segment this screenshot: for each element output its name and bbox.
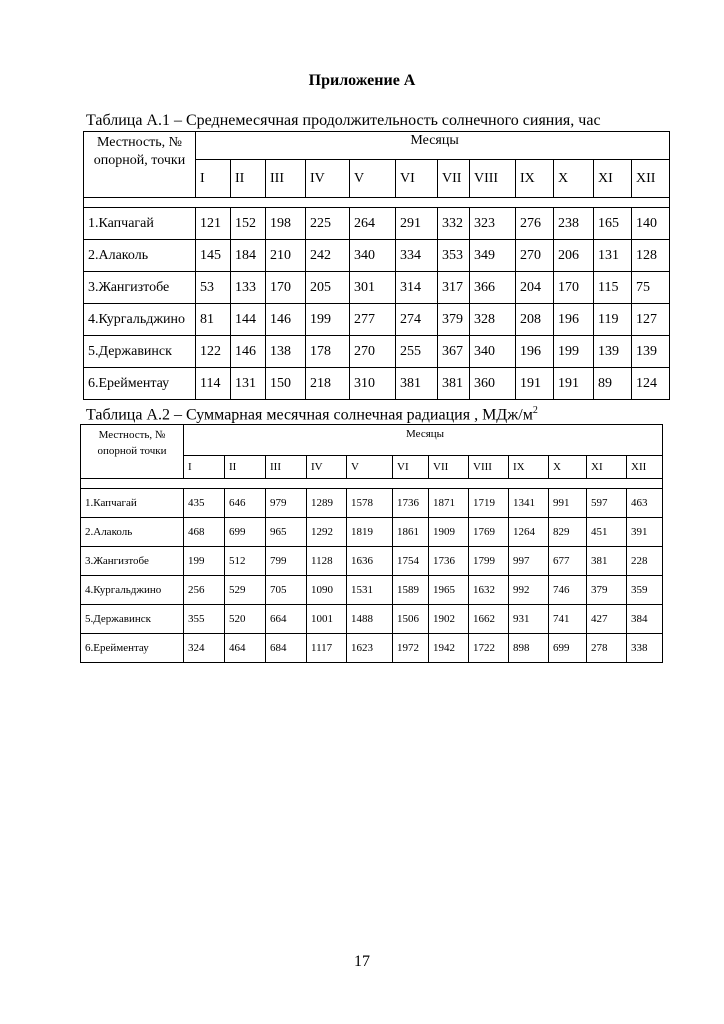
value-cell: 131 bbox=[594, 240, 632, 272]
table1-month-header-12: XII bbox=[632, 160, 670, 198]
value-cell: 1754 bbox=[393, 547, 429, 576]
value-cell: 746 bbox=[549, 576, 587, 605]
value-cell: 529 bbox=[225, 576, 266, 605]
value-cell: 81 bbox=[196, 304, 231, 336]
value-cell: 122 bbox=[196, 336, 231, 368]
table1-month-header-9: IX bbox=[516, 160, 554, 198]
table-row bbox=[84, 304, 670, 336]
value-cell: 145 bbox=[196, 240, 231, 272]
value-cell: 1589 bbox=[393, 576, 429, 605]
place-name-cell: 2.Алаколь bbox=[84, 240, 196, 272]
value-cell: 1488 bbox=[347, 605, 393, 634]
value-cell: 332 bbox=[438, 208, 470, 240]
value-cell: 324 bbox=[184, 634, 225, 663]
value-cell: 228 bbox=[627, 547, 663, 576]
value-cell: 1909 bbox=[429, 518, 469, 547]
value-cell: 1264 bbox=[509, 518, 549, 547]
value-cell: 53 bbox=[196, 272, 231, 304]
value-cell: 1128 bbox=[307, 547, 347, 576]
table2-month-header-4: IV bbox=[307, 456, 347, 479]
table1-caption-text: Таблица А.1 – Среднемесячная продолжительность солнечного сияния, час bbox=[86, 112, 601, 129]
table1-month-header-7: VII bbox=[438, 160, 470, 198]
value-cell: 1292 bbox=[307, 518, 347, 547]
value-cell: 191 bbox=[516, 368, 554, 400]
value-cell: 1861 bbox=[393, 518, 429, 547]
value-cell: 992 bbox=[509, 576, 549, 605]
table1-month-header-1: I bbox=[196, 160, 231, 198]
table2-month-header-10: X bbox=[549, 456, 587, 479]
table2-month-header-6: VI bbox=[393, 456, 429, 479]
value-cell: 323 bbox=[470, 208, 516, 240]
value-cell: 146 bbox=[231, 336, 266, 368]
table2-month-header-5: V bbox=[347, 456, 393, 479]
value-cell: 427 bbox=[587, 605, 627, 634]
value-cell: 89 bbox=[594, 368, 632, 400]
value-cell: 314 bbox=[396, 272, 438, 304]
value-cell: 198 bbox=[266, 208, 306, 240]
value-cell: 338 bbox=[627, 634, 663, 663]
value-cell: 829 bbox=[549, 518, 587, 547]
value-cell: 699 bbox=[225, 518, 266, 547]
table1-place-header: Местность, № опорной, точки bbox=[84, 132, 196, 198]
value-cell: 114 bbox=[196, 368, 231, 400]
value-cell: 170 bbox=[266, 272, 306, 304]
value-cell: 684 bbox=[266, 634, 307, 663]
value-cell: 349 bbox=[470, 240, 516, 272]
value-cell: 741 bbox=[549, 605, 587, 634]
value-cell: 274 bbox=[396, 304, 438, 336]
value-cell: 277 bbox=[350, 304, 396, 336]
value-cell: 128 bbox=[632, 240, 670, 272]
table1-month-header-5: V bbox=[350, 160, 396, 198]
value-cell: 328 bbox=[470, 304, 516, 336]
value-cell: 210 bbox=[266, 240, 306, 272]
table1-month-header-10: X bbox=[554, 160, 594, 198]
value-cell: 1090 bbox=[307, 576, 347, 605]
place-name-cell: 6.Ерейментау bbox=[84, 368, 196, 400]
place-name-cell: 5.Державинск bbox=[84, 336, 196, 368]
table1-spacer-row bbox=[84, 198, 670, 208]
table1-month-header-6: VI bbox=[396, 160, 438, 198]
value-cell: 115 bbox=[594, 272, 632, 304]
value-cell: 238 bbox=[554, 208, 594, 240]
value-cell: 1719 bbox=[469, 489, 509, 518]
value-cell: 196 bbox=[516, 336, 554, 368]
value-cell: 127 bbox=[632, 304, 670, 336]
value-cell: 384 bbox=[627, 605, 663, 634]
value-cell: 463 bbox=[627, 489, 663, 518]
value-cell: 1965 bbox=[429, 576, 469, 605]
appendix-heading: Приложение А bbox=[308, 72, 416, 89]
value-cell: 1799 bbox=[469, 547, 509, 576]
value-cell: 381 bbox=[396, 368, 438, 400]
value-cell: 1578 bbox=[347, 489, 393, 518]
value-cell: 276 bbox=[516, 208, 554, 240]
value-cell: 391 bbox=[627, 518, 663, 547]
value-cell: 121 bbox=[196, 208, 231, 240]
value-cell: 150 bbox=[266, 368, 306, 400]
table2-month-header-12: XII bbox=[627, 456, 663, 479]
value-cell: 1871 bbox=[429, 489, 469, 518]
value-cell: 381 bbox=[587, 547, 627, 576]
value-cell: 931 bbox=[509, 605, 549, 634]
value-cell: 979 bbox=[266, 489, 307, 518]
value-cell: 255 bbox=[396, 336, 438, 368]
value-cell: 264 bbox=[350, 208, 396, 240]
place-name-cell: 2.Алаколь bbox=[81, 518, 184, 547]
value-cell: 379 bbox=[587, 576, 627, 605]
value-cell: 1662 bbox=[469, 605, 509, 634]
value-cell: 468 bbox=[184, 518, 225, 547]
place-name-cell: 3.Жангизтобе bbox=[84, 272, 196, 304]
value-cell: 677 bbox=[549, 547, 587, 576]
table1-month-header-8: VIII bbox=[470, 160, 516, 198]
value-cell: 340 bbox=[350, 240, 396, 272]
value-cell: 597 bbox=[587, 489, 627, 518]
place-name-cell: 1.Капчагай bbox=[81, 489, 184, 518]
value-cell: 1902 bbox=[429, 605, 469, 634]
table2-caption-superscript: 2 bbox=[532, 405, 538, 416]
sunshine-duration-table bbox=[83, 131, 670, 400]
value-cell: 140 bbox=[632, 208, 670, 240]
table-row bbox=[81, 518, 663, 547]
table2-month-header-7: VII bbox=[429, 456, 469, 479]
table2-month-header-1: I bbox=[184, 456, 225, 479]
value-cell: 310 bbox=[350, 368, 396, 400]
value-cell: 646 bbox=[225, 489, 266, 518]
value-cell: 1531 bbox=[347, 576, 393, 605]
value-cell: 799 bbox=[266, 547, 307, 576]
value-cell: 206 bbox=[554, 240, 594, 272]
place-name-cell: 4.Кургальджино bbox=[81, 576, 184, 605]
table-row bbox=[81, 576, 663, 605]
value-cell: 138 bbox=[266, 336, 306, 368]
value-cell: 152 bbox=[231, 208, 266, 240]
value-cell: 242 bbox=[306, 240, 350, 272]
value-cell: 367 bbox=[438, 336, 470, 368]
table2-month-header-3: III bbox=[266, 456, 307, 479]
value-cell: 199 bbox=[184, 547, 225, 576]
value-cell: 435 bbox=[184, 489, 225, 518]
table2-month-header-2: II bbox=[225, 456, 266, 479]
value-cell: 184 bbox=[231, 240, 266, 272]
table-row bbox=[81, 634, 663, 663]
value-cell: 705 bbox=[266, 576, 307, 605]
place-name-cell: 3.Жангизтобе bbox=[81, 547, 184, 576]
value-cell: 381 bbox=[438, 368, 470, 400]
value-cell: 75 bbox=[632, 272, 670, 304]
value-cell: 464 bbox=[225, 634, 266, 663]
table2-place-header: Местность, № опорной точки bbox=[81, 425, 184, 479]
value-cell: 520 bbox=[225, 605, 266, 634]
page-number: 17 bbox=[354, 953, 370, 970]
table2-caption-text: Таблица А.2 – Суммарная месячная солнечная радиация , МДж/м bbox=[86, 406, 533, 424]
value-cell: 451 bbox=[587, 518, 627, 547]
value-cell: 991 bbox=[549, 489, 587, 518]
place-name-cell: 1.Капчагай bbox=[84, 208, 196, 240]
value-cell: 664 bbox=[266, 605, 307, 634]
table-row bbox=[84, 368, 670, 400]
value-cell: 965 bbox=[266, 518, 307, 547]
table1-month-header-11: XI bbox=[594, 160, 632, 198]
table-row bbox=[81, 489, 663, 518]
value-cell: 512 bbox=[225, 547, 266, 576]
value-cell: 146 bbox=[266, 304, 306, 336]
value-cell: 133 bbox=[231, 272, 266, 304]
value-cell: 360 bbox=[470, 368, 516, 400]
value-cell: 1001 bbox=[307, 605, 347, 634]
table2-month-header-9: IX bbox=[509, 456, 549, 479]
value-cell: 340 bbox=[470, 336, 516, 368]
value-cell: 359 bbox=[627, 576, 663, 605]
value-cell: 124 bbox=[632, 368, 670, 400]
value-cell: 1623 bbox=[347, 634, 393, 663]
table2-months-header: Месяцы bbox=[184, 425, 663, 456]
table-row bbox=[81, 605, 663, 634]
value-cell: 218 bbox=[306, 368, 350, 400]
value-cell: 191 bbox=[554, 368, 594, 400]
table1-caption bbox=[86, 112, 601, 130]
table2-caption bbox=[86, 405, 538, 424]
value-cell: 1942 bbox=[429, 634, 469, 663]
table1-month-header-2: II bbox=[231, 160, 266, 198]
value-cell: 1972 bbox=[393, 634, 429, 663]
value-cell: 225 bbox=[306, 208, 350, 240]
value-cell: 353 bbox=[438, 240, 470, 272]
value-cell: 144 bbox=[231, 304, 266, 336]
value-cell: 165 bbox=[594, 208, 632, 240]
value-cell: 204 bbox=[516, 272, 554, 304]
value-cell: 1769 bbox=[469, 518, 509, 547]
value-cell: 119 bbox=[594, 304, 632, 336]
value-cell: 199 bbox=[554, 336, 594, 368]
value-cell: 278 bbox=[587, 634, 627, 663]
value-cell: 355 bbox=[184, 605, 225, 634]
value-cell: 196 bbox=[554, 304, 594, 336]
value-cell: 1117 bbox=[307, 634, 347, 663]
table-row bbox=[84, 272, 670, 304]
value-cell: 199 bbox=[306, 304, 350, 336]
value-cell: 270 bbox=[350, 336, 396, 368]
place-name-cell: 5.Державинск bbox=[81, 605, 184, 634]
value-cell: 139 bbox=[632, 336, 670, 368]
value-cell: 1632 bbox=[469, 576, 509, 605]
table2-month-header-11: XI bbox=[587, 456, 627, 479]
value-cell: 334 bbox=[396, 240, 438, 272]
value-cell: 1736 bbox=[429, 547, 469, 576]
value-cell: 291 bbox=[396, 208, 438, 240]
value-cell: 699 bbox=[549, 634, 587, 663]
table2-month-header-8: VIII bbox=[469, 456, 509, 479]
value-cell: 301 bbox=[350, 272, 396, 304]
value-cell: 1736 bbox=[393, 489, 429, 518]
value-cell: 208 bbox=[516, 304, 554, 336]
value-cell: 178 bbox=[306, 336, 350, 368]
value-cell: 1506 bbox=[393, 605, 429, 634]
value-cell: 205 bbox=[306, 272, 350, 304]
value-cell: 139 bbox=[594, 336, 632, 368]
table2-spacer-row bbox=[81, 479, 663, 489]
table1-month-header-3: III bbox=[266, 160, 306, 198]
table-row bbox=[84, 240, 670, 272]
value-cell: 379 bbox=[438, 304, 470, 336]
value-cell: 366 bbox=[470, 272, 516, 304]
value-cell: 1289 bbox=[307, 489, 347, 518]
value-cell: 270 bbox=[516, 240, 554, 272]
place-name-cell: 6.Ерейментау bbox=[81, 634, 184, 663]
value-cell: 1636 bbox=[347, 547, 393, 576]
table1-month-header-4: IV bbox=[306, 160, 350, 198]
value-cell: 256 bbox=[184, 576, 225, 605]
value-cell: 317 bbox=[438, 272, 470, 304]
table-row bbox=[84, 336, 670, 368]
table1-months-header: Месяцы bbox=[196, 132, 670, 160]
table-row bbox=[81, 547, 663, 576]
value-cell: 898 bbox=[509, 634, 549, 663]
value-cell: 1341 bbox=[509, 489, 549, 518]
value-cell: 131 bbox=[231, 368, 266, 400]
table-row bbox=[84, 208, 670, 240]
solar-radiation-table bbox=[80, 424, 663, 663]
value-cell: 1722 bbox=[469, 634, 509, 663]
value-cell: 170 bbox=[554, 272, 594, 304]
value-cell: 997 bbox=[509, 547, 549, 576]
place-name-cell: 4.Кургальджино bbox=[84, 304, 196, 336]
value-cell: 1819 bbox=[347, 518, 393, 547]
